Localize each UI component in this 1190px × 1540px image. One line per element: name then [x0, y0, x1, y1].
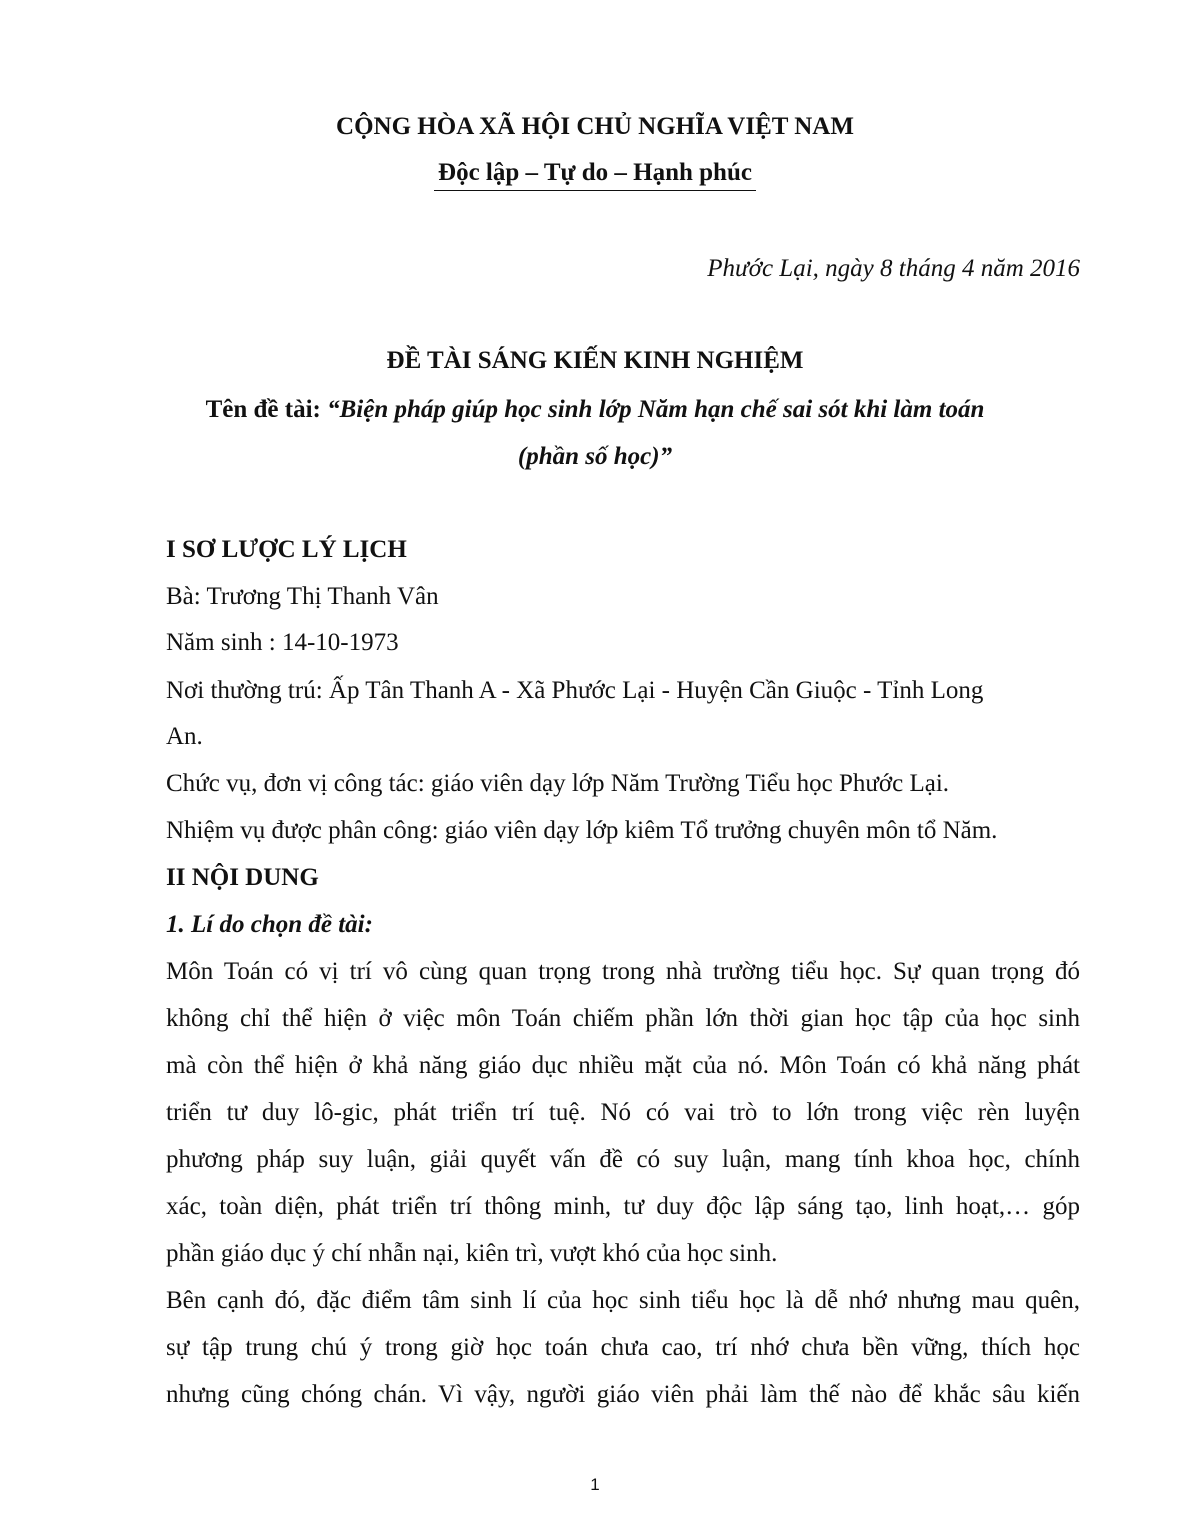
motto-line: [0, 158, 1190, 191]
body-line: xác, toàn diện, phát triển trí thông minh, tư duy độc lập sáng tạo, linh hoạt,… góp: [166, 1193, 1080, 1220]
section-2-heading: II NỘI DUNG: [166, 864, 319, 891]
body-line: sự tập trung chú ý trong giờ học toán chưa cao, trí nhớ chưa bền vững, thích học: [166, 1334, 1080, 1361]
duty-line: Nhiệm vụ được phân công: giáo viên dạy lớp kiêm Tổ trưởng chuyên môn tổ Năm.: [166, 817, 998, 844]
subsection-heading: 1. Lí do chọn đề tài:: [166, 911, 373, 938]
residence-line-1: Nơi thường trú: Ấp Tân Thanh A - Xã Phước Lại - Huyện Cần Giuộc - Tỉnh Long: [166, 677, 984, 704]
body-line: phương pháp suy luận, giải quyết vấn đề có suy luận, mang tính khoa học, chính: [166, 1146, 1080, 1173]
body-line: Môn Toán có vị trí vô cùng quan trọng trong nhà trường tiểu học. Sự quan trọng đó: [166, 958, 1080, 985]
page-number: 1: [590, 1475, 600, 1494]
topic-line-2: (phần số học)”: [517, 443, 673, 470]
body-line: Bên cạnh đó, đặc điểm tâm sinh lí của học sinh tiểu học là dễ nhớ nhưng mau quên,: [166, 1287, 1080, 1314]
body-line: mà còn thể hiện ở khả năng giáo dục nhiều mặt của nó. Môn Toán có khả năng phát: [166, 1052, 1080, 1079]
body-line: triển tư duy lô-gic, phát triển trí tuệ. Nó có vai trò to lớn trong việc rèn luyện: [166, 1099, 1080, 1126]
date-line: Phước Lại, ngày 8 tháng 4 năm 2016: [707, 255, 1080, 282]
birth-date: Năm sinh : 14-10-1973: [166, 629, 399, 656]
motto: Độc lập – Tự do – Hạnh phúc: [434, 158, 756, 191]
section-1-heading: I SƠ LƯỢC LÝ LỊCH: [166, 536, 407, 563]
position-line: Chức vụ, đơn vị công tác: giáo viên dạy lớp Năm Trường Tiểu học Phước Lại.: [166, 770, 950, 797]
country-heading: CỘNG HÒA XÃ HỘI CHỦ NGHĨA VIỆT NAM: [336, 113, 854, 140]
residence-line-2: An.: [166, 723, 203, 750]
topic-line-1: [0, 395, 1190, 425]
body-line: phần giáo dục ý chí nhẫn nại, kiên trì, vượt khó của học sinh.: [166, 1240, 778, 1267]
topic-title: “Biện pháp giúp học sinh lớp Năm hạn chế sai sót khi làm toán: [327, 396, 985, 423]
body-line: nhưng cũng chóng chán. Vì vậy, người giáo viên phải làm thế nào để khắc sâu kiến: [166, 1381, 1080, 1408]
document-heading: ĐỀ TÀI SÁNG KIẾN KINH NGHIỆM: [386, 347, 804, 374]
body-line: không chỉ thể hiện ở việc môn Toán chiếm phần lớn thời gian học tập của học sinh: [166, 1005, 1080, 1032]
topic-label: Tên đề tài:: [205, 396, 328, 423]
author-name: Bà: Trương Thị Thanh Vân: [166, 583, 439, 610]
